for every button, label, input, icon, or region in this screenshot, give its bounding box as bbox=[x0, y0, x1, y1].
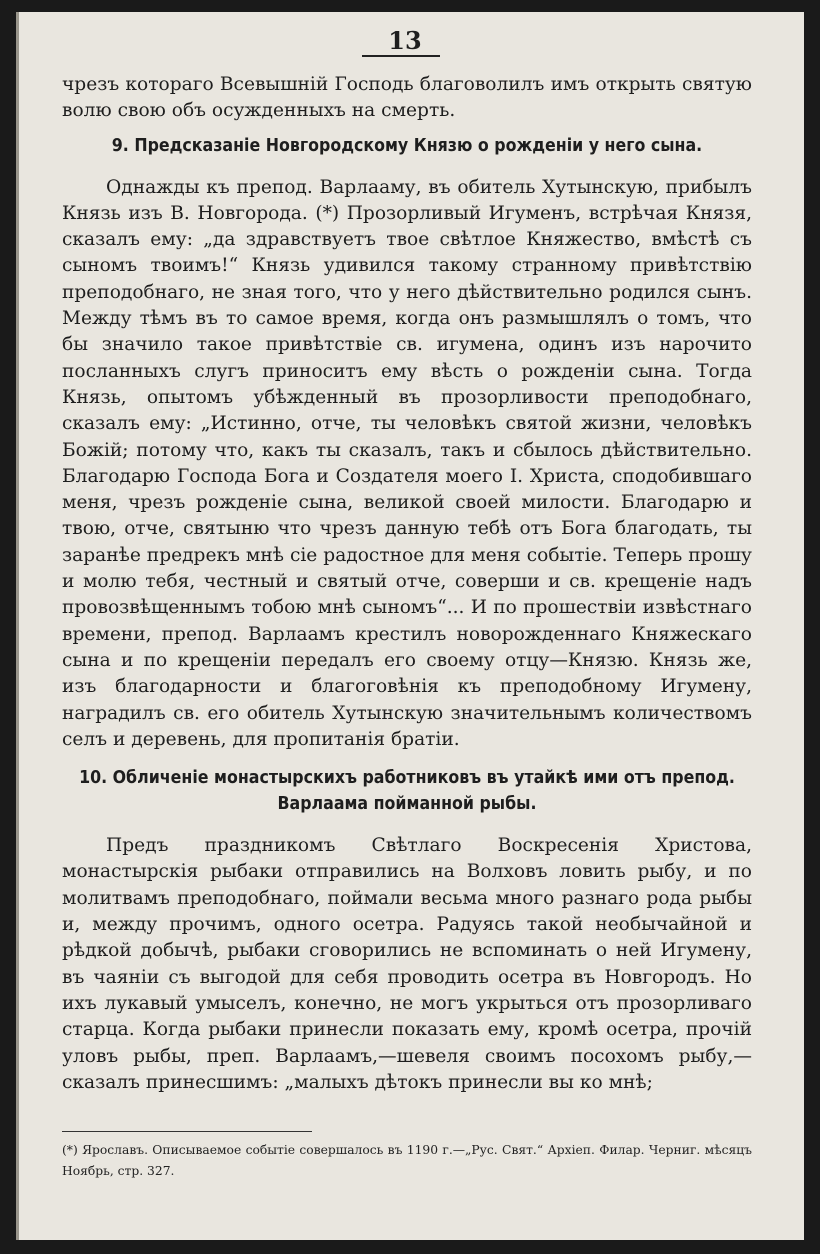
section-heading-10: 10. Обличеніе монастырскихъ работниковъ въ утайкѣ ими отъ препод. Варлаама пойманной рыбы. bbox=[79, 768, 735, 815]
page-number-rule bbox=[362, 55, 440, 57]
paragraph-continuation: чрезъ котораго Всевышній Господь благоволилъ имъ открыть святую волю свою объ осужденныхъ на смерть. bbox=[62, 74, 752, 122]
paragraph-section-10: Предъ праздникомъ Свѣтлаго Воскресенія Христова, монастырскія рыбаки отправились на Волховъ ловить рыбу, и по молитвамъ преподобнаго, поймали весьма много разнаго рода рыбы и, между прочимъ, одного осетра. Радуясь такой необычайной и рѣдкой добычѣ, рыбаки сговорились не вспоминать о ней Игумену, въ чаяніи съ выгодой для себя проводить осетра въ Новгородъ. Но ихъ лукавый умыселъ, конечно, не могъ укрыться отъ прозорливаго старца. Когда рыбаки принесли показать ему, кромѣ осетра, прочій уловъ рыбы, преп. Варлаамъ,—шевеля своимъ посохомъ рыбу,—сказалъ принесшимъ: „малыхъ дѣтокъ принесли вы ко мнѣ; bbox=[62, 835, 752, 1093]
section-heading-9: 9. Предсказаніе Новгородскому Князю о рожденіи у него сына. bbox=[111, 135, 703, 156]
paragraph-section-9: Однажды къ препод. Варлааму, въ обитель Хутынскую, прибылъ Князь изъ В. Новгорода. (*) Прозорливый Игуменъ, встрѣчая Князя, сказалъ ему: „да здравствуетъ твое свѣтлое Княжество, вмѣстѣ съ сыномъ твоимъ!“ Князь удивился такому странному привѣтствію преподобнаго, не зная того, что у него дѣйствительно родился сынъ. Между тѣмъ въ то самое время, когда онъ размышлялъ о томъ, что бы значило такое привѣтствіе св. игумена, одинъ изъ нарочито посланныхъ слугъ приноситъ ему вѣсть о рожденіи сына. Тогда Князь, опытомъ убѣжденный въ прозорливости преподобнаго, сказалъ ему: „Истинно, отче, ты человѣкъ святой жизни, человѣкъ Божій; потому что, какъ ты сказалъ, такъ и сбылось дѣйствительно. Благодарю Господа Бога и Создателя моего І. Христа, сподобившаго меня, чрезъ рожденіе сына, великой своей милости. Благодарю и твою, отче, святыню что чрезъ данную тебѣ отъ Бога благодать, ты заранѣе предрекъ мнѣ сіе радостное для меня событіе. Теперь прошу и молю тебя, честный и святый отче, соверши и св. крещеніе надъ провозвѣщеннымъ тобою мнѣ сыномъ“... И по прошествіи извѣстнаго времени, препод. Варлаамъ крестилъ новорожденнаго Княжескаго сына и по крещеніи передалъ его своему отцу—Князю. Князь же, изъ благодарности и благоговѣнія къ преподобному Игумену, наградилъ св. его обитель Хутынскую значительнымъ количествомъ селъ и деревень, для пропитанія братіи. bbox=[62, 176, 752, 750]
footnote: (*) Ярославъ. Описываемое событіе совершалось въ 1190 г.—„Рус. Свят.“ Архіеп. Филар. Черниг. мѣсяцъ Ноябрь, стр. 327. bbox=[62, 1143, 752, 1178]
footnote-rule bbox=[62, 1131, 312, 1132]
page-number: 13 bbox=[388, 26, 422, 55]
page-edge bbox=[16, 12, 19, 1240]
page-body bbox=[62, 72, 752, 1096]
